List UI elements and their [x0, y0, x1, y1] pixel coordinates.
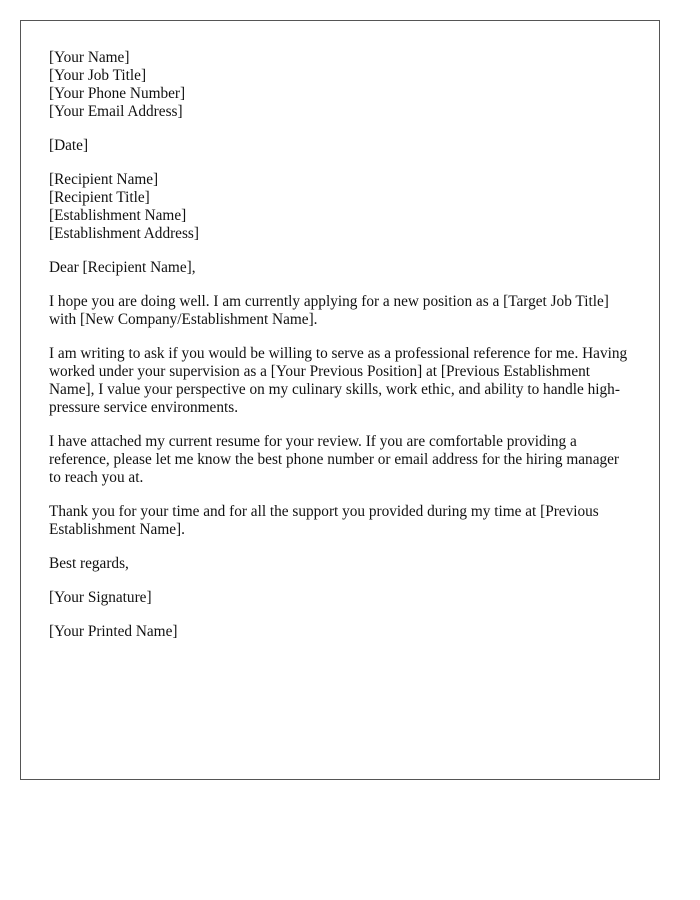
letter-date: [Date]	[49, 137, 89, 154]
recipient-block	[49, 171, 631, 243]
letter-page	[20, 20, 660, 780]
salutation: Dear [Recipient Name],	[49, 259, 196, 276]
sender-name: [Your Name]	[49, 49, 130, 66]
date-block	[49, 137, 631, 155]
printed-name: [Your Printed Name]	[49, 623, 178, 640]
signature: [Your Signature]	[49, 589, 152, 606]
recipient-establishment: [Establishment Name]	[49, 207, 187, 224]
body-paragraph-2: I am writing to ask if you would be willing to serve as a professional reference for me. Having worked under your supervision as a [Your Previous Position] at [Previous Establishment Name], I value your perspective on my culinary skills, work ethic, and ability to handle high-pressure service environments.	[49, 345, 628, 416]
recipient-address: [Establishment Address]	[49, 225, 199, 242]
body-paragraph-3: I have attached my current resume for your review. If you are comfortable providing a reference, please let me know the best phone number or email address for the hiring manager to reach you at.	[49, 433, 620, 486]
sender-block	[49, 49, 631, 121]
sender-phone: [Your Phone Number]	[49, 85, 186, 102]
recipient-name: [Recipient Name]	[49, 171, 159, 188]
closing: Best regards,	[49, 555, 129, 572]
body-paragraph-1: I hope you are doing well. I am currently applying for a new position as a [Target Job Title] with [New Company/Establishment Name].	[49, 293, 609, 328]
sender-job-title: [Your Job Title]	[49, 67, 147, 84]
body-paragraph-4: Thank you for your time and for all the support you provided during my time at [Previous Establishment Name].	[49, 503, 599, 538]
recipient-title: [Recipient Title]	[49, 189, 150, 206]
sender-email: [Your Email Address]	[49, 103, 183, 120]
